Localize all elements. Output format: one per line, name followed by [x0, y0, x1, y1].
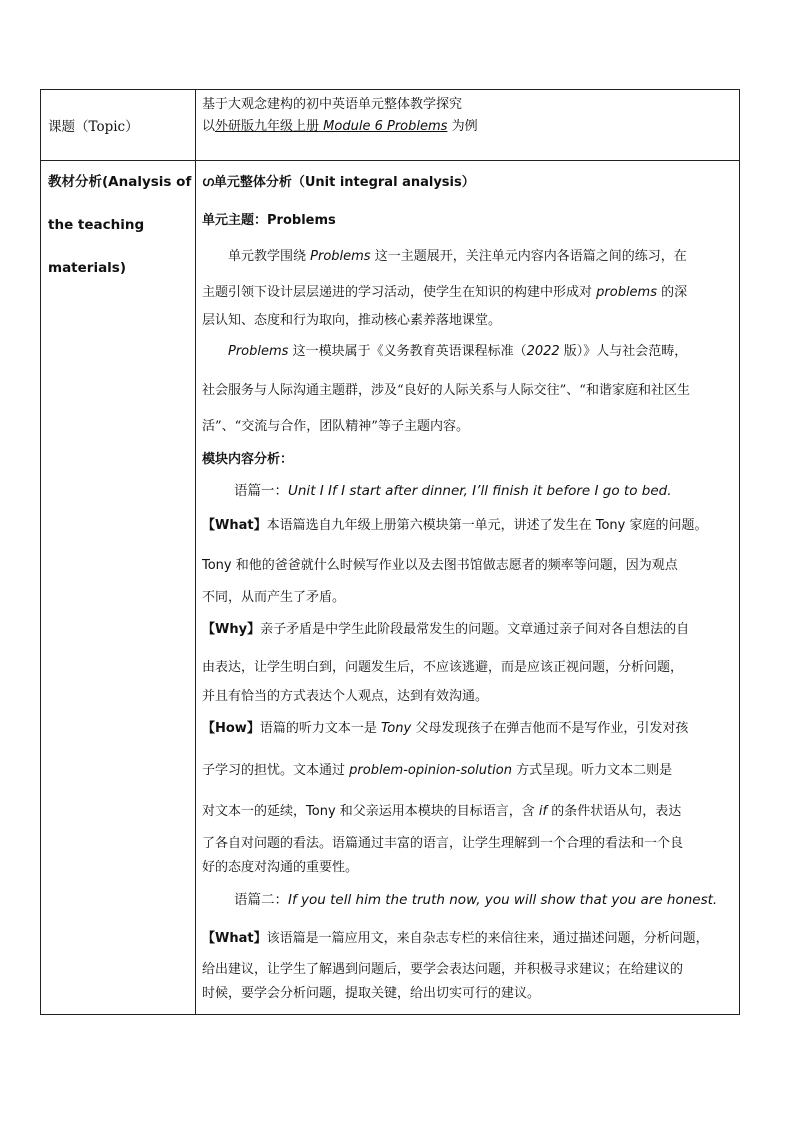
unit-theme-label: 单元主题：	[202, 213, 268, 228]
text-run: 这一主题展开，关注单元内容内各语篇之间的练习，在	[370, 249, 687, 264]
lesson1-title: Unit I If I start after dinner, I’ll finish it before I go to bed.	[288, 483, 672, 499]
text-run: Problems	[310, 249, 371, 264]
how1-line1	[202, 708, 733, 750]
text-run: 的深	[657, 285, 688, 300]
analysis-row	[41, 161, 740, 1015]
module-content-label: 模块内容分析：	[202, 452, 294, 467]
text-run: if	[538, 804, 548, 819]
unit-theme-value: Problems	[267, 213, 336, 228]
text-run: 主题引领下设计层层递进的学习活动，使学生在知识的构建中形成对	[202, 285, 597, 300]
text-run: problems	[596, 285, 657, 300]
text-run: 版）》人与社会范畴，	[559, 344, 688, 359]
why1-tag: 【Why】	[202, 622, 261, 637]
how1-tag: 【How】	[202, 721, 260, 736]
why1-line2: 由表达，让学生明白到，问题发生后，不应该逃避，而是应该正视问题，分析问题，	[202, 660, 684, 675]
lesson1-heading	[202, 476, 733, 506]
text-run: 和父亲运用本模块的目标语言，含	[335, 804, 539, 819]
unit-analysis-heading-text: 单元整体分析（Unit integral analysis）	[213, 175, 475, 190]
text-run: 子学习的担忧。文本通过	[202, 763, 350, 778]
text-run: Tony	[202, 558, 232, 573]
how1-line4: 了各自对问题的看法。语篇通过丰富的语言，让学生理解到一个合理的看法和一个良	[202, 836, 684, 851]
what2-line2: 给出建议，让学生了解遇到问题后，要学会表达问题，并积极寻求建议；在给建议的	[202, 962, 684, 977]
why1-line1	[202, 610, 733, 650]
text-run: 这一模块属于《义务教育英语课程标准（	[288, 344, 527, 359]
analysis-label-line2: the teaching	[48, 217, 145, 233]
para2-line3: 活”、“交流与合作，团队精神”等子主题内容。	[202, 419, 469, 434]
topic-label: 课题（Topic）	[48, 119, 139, 135]
analysis-content-cell	[196, 161, 740, 1015]
what2-tag: 【What】	[202, 931, 267, 946]
lesson2-prefix: 语篇二：	[234, 892, 288, 908]
unit-analysis-heading	[202, 161, 733, 204]
topic-prefix: 以	[202, 119, 216, 134]
what2-line3: 时候，要学会分析问题，提取关键，给出切实可行的建议。	[202, 986, 541, 1001]
topic-title-line1: 基于大观念建构的初中英语单元整体教学探究	[202, 97, 463, 112]
topic-suffix: 为例	[451, 119, 478, 134]
lesson2-heading	[202, 880, 733, 920]
text-run: 2022	[526, 344, 560, 359]
lesson-plan-table	[40, 89, 740, 1015]
why1-text1: 亲子矛盾是中学生此阶段最常发生的问题。文章通过亲子间对各自想法的自	[260, 622, 690, 637]
text-run: Tony	[380, 721, 412, 736]
analysis-label-line1: 教材分析(Analysis of	[48, 174, 192, 190]
what2-line1	[202, 920, 733, 958]
para1-line3: 层认知、态度和行为取向，推动核心素养落地课堂。	[202, 313, 502, 328]
text-run: 对文本一的延续，	[202, 804, 307, 819]
text-run: 方式呈现。听力文本二则是	[511, 763, 673, 778]
text-run: 语篇的听力文本一是	[259, 721, 381, 736]
topic-textbook: 外研版九年级上册	[215, 119, 320, 134]
topic-module: Module 6 Problems	[323, 119, 448, 134]
what1-line1	[202, 506, 733, 546]
topic-content-cell	[196, 90, 740, 161]
lesson2-title: If you tell him the truth now, you will show that you are honest.	[288, 892, 718, 908]
analysis-label-line3: materials)	[48, 260, 127, 276]
text-run: Problems	[228, 344, 289, 359]
text-run: problem-opinion-solution	[349, 763, 512, 778]
para1-line1	[202, 238, 733, 276]
para2-line2: 社会服务与人际沟通主题群，涉及“良好的人际关系与人际交往”、“和谐家庭和社区生	[202, 383, 690, 398]
text-run: Tony	[595, 518, 626, 533]
topic-label-cell	[41, 90, 196, 161]
text-run: 和他的爸爸就什么时候写作业以及去图书馆做志愿者的频率等问题，因为观点	[231, 558, 678, 573]
what1-tag: 【What】	[202, 518, 267, 533]
heading-bullet-icon: ഗ	[202, 175, 214, 190]
what2-text1: 该语篇是一篇应用文，来自杂志专栏的来信往来，通过描述问题，分析问题，	[266, 931, 709, 946]
text-run: 父母发现孩子在弹吉他而不是写作业，引发对孩	[411, 721, 689, 736]
text-run: Tony	[306, 804, 336, 819]
para1-line2	[202, 276, 733, 310]
why1-line3: 并且有恰当的方式表达个人观点，达到有效沟通。	[202, 689, 489, 704]
how1-line3	[202, 792, 733, 832]
text-run: 本语篇选自九年级上册第六模块第一单元，讲述了发生在	[266, 518, 596, 533]
how1-line2	[202, 750, 733, 792]
text-run: 的条件状语从句，表达	[547, 804, 682, 819]
what1-line3: 不同，从而产生了矛盾。	[202, 590, 346, 605]
what1-line2	[202, 546, 733, 586]
lesson1-prefix: 语篇一：	[234, 483, 288, 499]
unit-theme	[202, 204, 733, 238]
analysis-label-cell	[41, 161, 196, 1015]
topic-title-line2	[196, 116, 739, 138]
para2-line1	[202, 332, 733, 372]
text-run: 家庭的问题。	[625, 518, 708, 533]
topic-row	[41, 90, 740, 161]
how1-line5: 好的态度对沟通的重要性。	[202, 860, 359, 875]
text-run: 单元教学围绕	[228, 249, 311, 264]
